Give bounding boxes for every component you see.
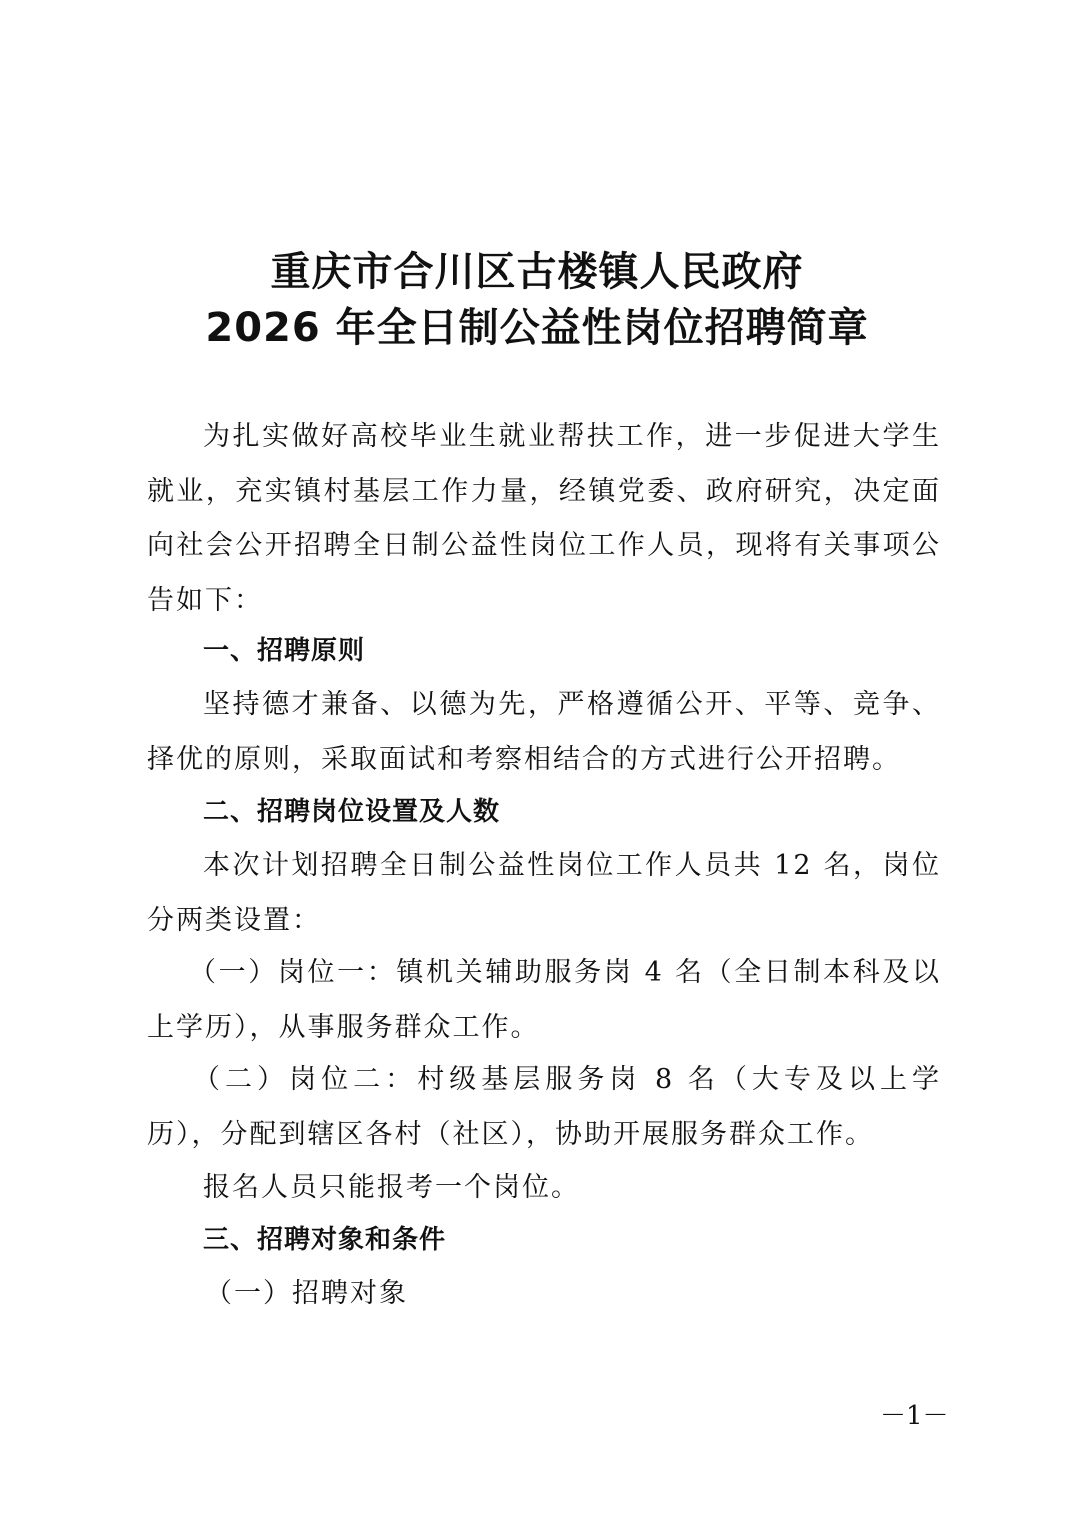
section-1-paragraph: 坚持德才兼备、以德为先，严格遵循公开、平等、竞争、择优的原则，采取面试和考察相结合的方式进行公开招聘。 [147,689,941,775]
document-title-line2: 2026 年全日制公益性岗位招聘简章 [205,305,869,351]
intro-paragraph: 为扎实做好高校毕业生就业帮扶工作，进一步促进大学生就业，充实镇村基层工作力量，经镇党委、政府研究，决定面向社会公开招聘全日制公益性岗位工作人员，现将有关事项公告如下： [147,421,941,616]
post-2-paragraph: （二）岗位二：村级基层服务岗 8 名（大专及以上学历），分配到辖区各村（社区），协助开展服务群众工作。 [147,1064,941,1150]
section-2-paragraph: 本次计划招聘全日制公益性岗位工作人员共 12 名，岗位分两类设置： [147,850,941,936]
section-3-sub-heading: （一）招聘对象 [205,1278,408,1309]
section-3-heading: 三、招聘对象和条件 [203,1225,447,1255]
single-post-note: 报名人员只能报考一个岗位。 [203,1172,580,1203]
post-1-paragraph: （一）岗位一：镇机关辅助服务岗 4 名（全日制本科及以上学历），从事服务群众工作。 [147,957,941,1043]
page-number: －1－ [880,1401,949,1431]
section-1-heading: 一、招聘原则 [203,636,366,666]
section-2-heading: 二、招聘岗位设置及人数 [203,797,501,827]
document-title-line1: 重庆市合川区古楼镇人民政府 [270,249,804,295]
